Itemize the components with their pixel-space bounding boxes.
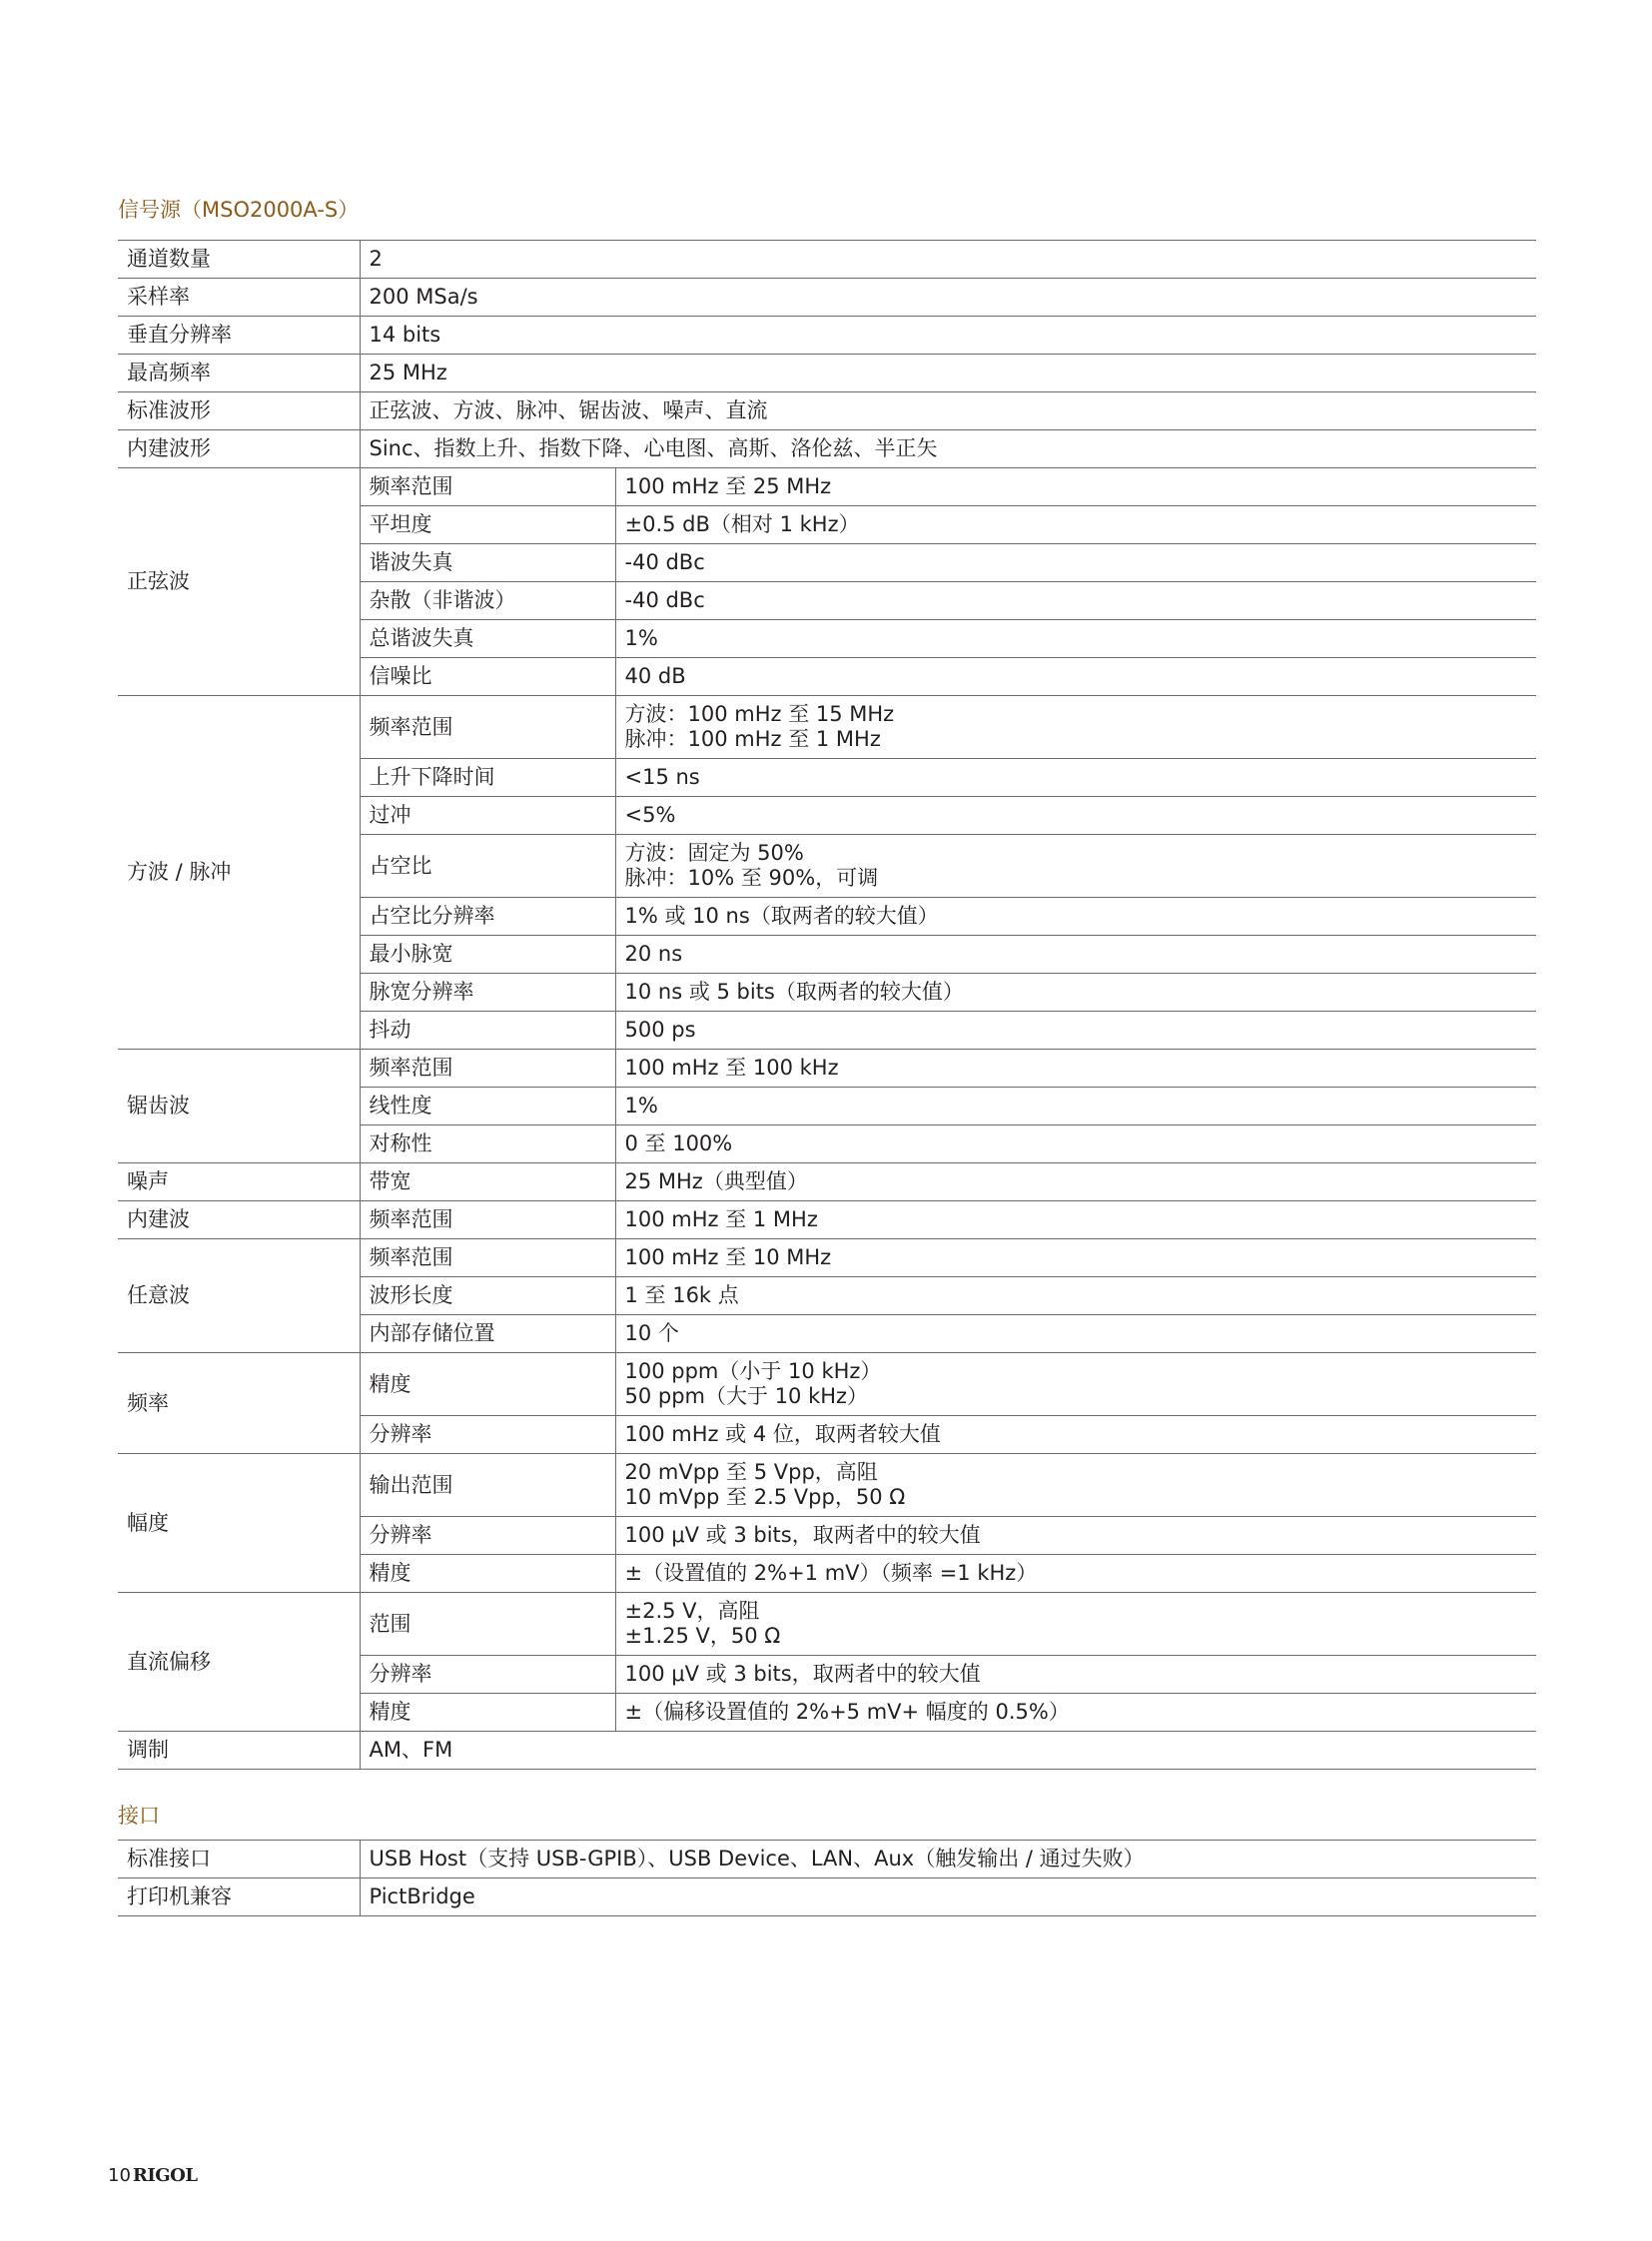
spec-sub-label: 范围 [360, 1593, 615, 1656]
spec-sub-label: 最小脉宽 [360, 936, 615, 974]
spec-value [615, 1454, 1536, 1517]
spec-value [615, 468, 1536, 506]
spec-sub-label: 频率范围 [360, 696, 615, 759]
spec-value [615, 1315, 1536, 1353]
spec-sub-label: 抖动 [360, 1012, 615, 1050]
spec-group-label: 锯齿波 [118, 1050, 360, 1163]
spec-value-line: 脉冲：100 mHz 至 1 MHz [624, 727, 881, 751]
spec-value [615, 1517, 1536, 1555]
table-row [118, 1732, 1536, 1770]
spec-sub-label: 分辨率 [360, 1656, 615, 1694]
spec-sub-label: 杂散（非谐波） [360, 582, 615, 620]
spec-value-line: 20 ns [624, 942, 683, 966]
spec-sub-label: 精度 [360, 1555, 615, 1593]
table-row [118, 241, 1536, 279]
spec-value-line: 10 mVpp 至 2.5 Vpp，50 Ω [624, 1485, 906, 1509]
table-row [118, 430, 1536, 468]
page-number: 10 [108, 2165, 131, 2186]
spec-sub-label: 频率范围 [360, 1050, 615, 1088]
table-row [118, 279, 1536, 317]
table-row [118, 355, 1536, 392]
spec-value: AM、FM [360, 1732, 1536, 1770]
spec-value [615, 1163, 1536, 1201]
spec-value [615, 1239, 1536, 1277]
spec-value-line: 1% 或 10 ns（取两者的较大值） [624, 904, 939, 928]
spec-label: 标准波形 [118, 392, 360, 430]
spec-value-line: ±（偏移设置值的 2%+5 mV+ 幅度的 0.5%） [624, 1700, 1070, 1724]
spec-value-line: ±（设置值的 2%+1 mV）（频率 =1 kHz） [624, 1561, 1038, 1585]
spec-sub-label: 平坦度 [360, 506, 615, 544]
spec-group-label: 直流偏移 [118, 1593, 360, 1732]
spec-sub-label: 精度 [360, 1353, 615, 1416]
spec-value [615, 1201, 1536, 1239]
spec-group-label: 内建波 [118, 1201, 360, 1239]
spec-value-line: 100 mHz 或 4 位，取两者较大值 [624, 1422, 941, 1446]
spec-value [615, 696, 1536, 759]
spec-value-line: ±2.5 V，高阻 [624, 1599, 760, 1623]
spec-value-line: -40 dBc [624, 550, 705, 574]
spec-sub-label: 信噪比 [360, 658, 615, 696]
spec-sub-label: 输出范围 [360, 1454, 615, 1517]
spec-sub-label: 总谐波失真 [360, 620, 615, 658]
spec-sub-label: 占空比 [360, 835, 615, 898]
table-row [118, 1239, 1536, 1277]
spec-value [615, 544, 1536, 582]
spec-label: 内建波形 [118, 430, 360, 468]
spec-value-line: 1% [624, 626, 658, 650]
spec-value-line: 0 至 100% [624, 1131, 733, 1155]
spec-value-line: 100 mHz 至 1 MHz [624, 1207, 818, 1231]
table-row [118, 317, 1536, 355]
spec-group-label: 方波 / 脉冲 [118, 696, 360, 1050]
spec-value-line: 100 μV 或 3 bits，取两者中的较大值 [624, 1662, 981, 1686]
spec-label: 标准接口 [118, 1841, 360, 1878]
spec-value-line: 100 mHz 至 10 MHz [624, 1245, 832, 1269]
spec-value [615, 835, 1536, 898]
spec-sub-label: 对称性 [360, 1125, 615, 1163]
spec-value-line: -40 dBc [624, 588, 705, 612]
table-row [118, 1353, 1536, 1416]
spec-value-line: 100 mHz 至 100 kHz [624, 1056, 839, 1080]
interface-spec-table [118, 1840, 1536, 1916]
table-row [118, 468, 1536, 506]
spec-value [615, 506, 1536, 544]
spec-value: Sinc、指数上升、指数下降、心电图、高斯、洛伦兹、半正矢 [360, 430, 1536, 468]
spec-value-line: 20 mVpp 至 5 Vpp，高阻 [624, 1460, 878, 1484]
spec-sub-label: 精度 [360, 1694, 615, 1732]
spec-value-line: 100 μV 或 3 bits，取两者中的较大值 [624, 1523, 981, 1547]
spec-value-line: ±0.5 dB（相对 1 kHz） [624, 512, 860, 536]
table-row [118, 1050, 1536, 1088]
spec-value: 正弦波、方波、脉冲、锯齿波、噪声、直流 [360, 392, 1536, 430]
spec-group-label: 任意波 [118, 1239, 360, 1353]
spec-sub-label: 分辨率 [360, 1416, 615, 1454]
spec-value [615, 658, 1536, 696]
section-title-signal-source: 信号源（MSO2000A-S） [118, 198, 360, 222]
spec-value [615, 1125, 1536, 1163]
table-row [118, 1201, 1536, 1239]
spec-group-label: 噪声 [118, 1163, 360, 1201]
spec-label: 垂直分辨率 [118, 317, 360, 355]
spec-value-line: 1 至 16k 点 [624, 1283, 739, 1307]
spec-value-line: ±1.25 V，50 Ω [624, 1624, 781, 1648]
spec-sub-label: 频率范围 [360, 1201, 615, 1239]
spec-value-line: 方波：100 mHz 至 15 MHz [624, 702, 895, 726]
spec-sub-label: 上升下降时间 [360, 759, 615, 797]
spec-group-label: 频率 [118, 1353, 360, 1454]
spec-value [615, 1656, 1536, 1694]
spec-value-line: 脉冲：10% 至 90%，可调 [624, 866, 879, 890]
spec-value [615, 1050, 1536, 1088]
spec-sub-label: 脉宽分辨率 [360, 974, 615, 1012]
spec-value [615, 1694, 1536, 1732]
spec-value [615, 1012, 1536, 1050]
spec-sub-label: 带宽 [360, 1163, 615, 1201]
table-row [118, 1841, 1536, 1878]
spec-value: PictBridge [360, 1878, 1536, 1916]
spec-value [615, 1593, 1536, 1656]
spec-value: 200 MSa/s [360, 279, 1536, 317]
spec-value-line: <15 ns [624, 765, 700, 789]
spec-sub-label: 内部存储位置 [360, 1315, 615, 1353]
spec-value-line: 10 个 [624, 1321, 679, 1345]
spec-value: 14 bits [360, 317, 1536, 355]
spec-label: 最高频率 [118, 355, 360, 392]
section-title-interface: 接口 [118, 1804, 160, 1828]
table-row [118, 1878, 1536, 1916]
spec-value [615, 797, 1536, 835]
spec-value [615, 898, 1536, 936]
spec-value-line: 100 ppm（小于 10 kHz） [624, 1359, 882, 1383]
spec-label: 打印机兼容 [118, 1878, 360, 1916]
signal-source-spec-table [118, 240, 1536, 1770]
spec-sub-label: 波形长度 [360, 1277, 615, 1315]
spec-value-line: 方波：固定为 50% [624, 841, 804, 865]
spec-value [615, 1353, 1536, 1416]
spec-value-line: 50 ppm（大于 10 kHz） [624, 1384, 869, 1408]
spec-value-line: 40 dB [624, 664, 686, 688]
spec-sub-label: 分辨率 [360, 1517, 615, 1555]
spec-value: 25 MHz [360, 355, 1536, 392]
table-row [118, 1593, 1536, 1656]
spec-value: 2 [360, 241, 1536, 279]
spec-label: 采样率 [118, 279, 360, 317]
spec-value [615, 759, 1536, 797]
spec-value [615, 620, 1536, 658]
spec-value-line: 500 ps [624, 1018, 696, 1042]
table-row [118, 696, 1536, 759]
table-row [118, 1454, 1536, 1517]
table-row [118, 1163, 1536, 1201]
spec-value [615, 974, 1536, 1012]
spec-sub-label: 线性度 [360, 1088, 615, 1125]
spec-sub-label: 过冲 [360, 797, 615, 835]
spec-value-line: 1% [624, 1094, 658, 1118]
spec-value-line: 100 mHz 至 25 MHz [624, 474, 832, 498]
table-row [118, 392, 1536, 430]
spec-label: 通道数量 [118, 241, 360, 279]
spec-value [615, 1555, 1536, 1593]
spec-sub-label: 占空比分辨率 [360, 898, 615, 936]
spec-value-line: 10 ns 或 5 bits（取两者的较大值） [624, 980, 964, 1004]
spec-sub-label: 频率范围 [360, 1239, 615, 1277]
spec-value [615, 1277, 1536, 1315]
spec-value-line: 25 MHz（典型值） [624, 1169, 808, 1193]
brand-logo: RIGOL [132, 2165, 198, 2186]
spec-value-line: <5% [624, 803, 676, 827]
spec-sub-label: 谐波失真 [360, 544, 615, 582]
spec-value [615, 1088, 1536, 1125]
spec-label: 调制 [118, 1732, 360, 1770]
spec-value [615, 582, 1536, 620]
spec-sub-label: 频率范围 [360, 468, 615, 506]
spec-group-label: 正弦波 [118, 468, 360, 696]
page-footer [108, 2165, 198, 2186]
spec-group-label: 幅度 [118, 1454, 360, 1593]
spec-value [615, 1416, 1536, 1454]
spec-value [615, 936, 1536, 974]
spec-value: USB Host（支持 USB-GPIB）、USB Device、LAN、Aux（触发输出 / 通过失败） [360, 1841, 1536, 1878]
